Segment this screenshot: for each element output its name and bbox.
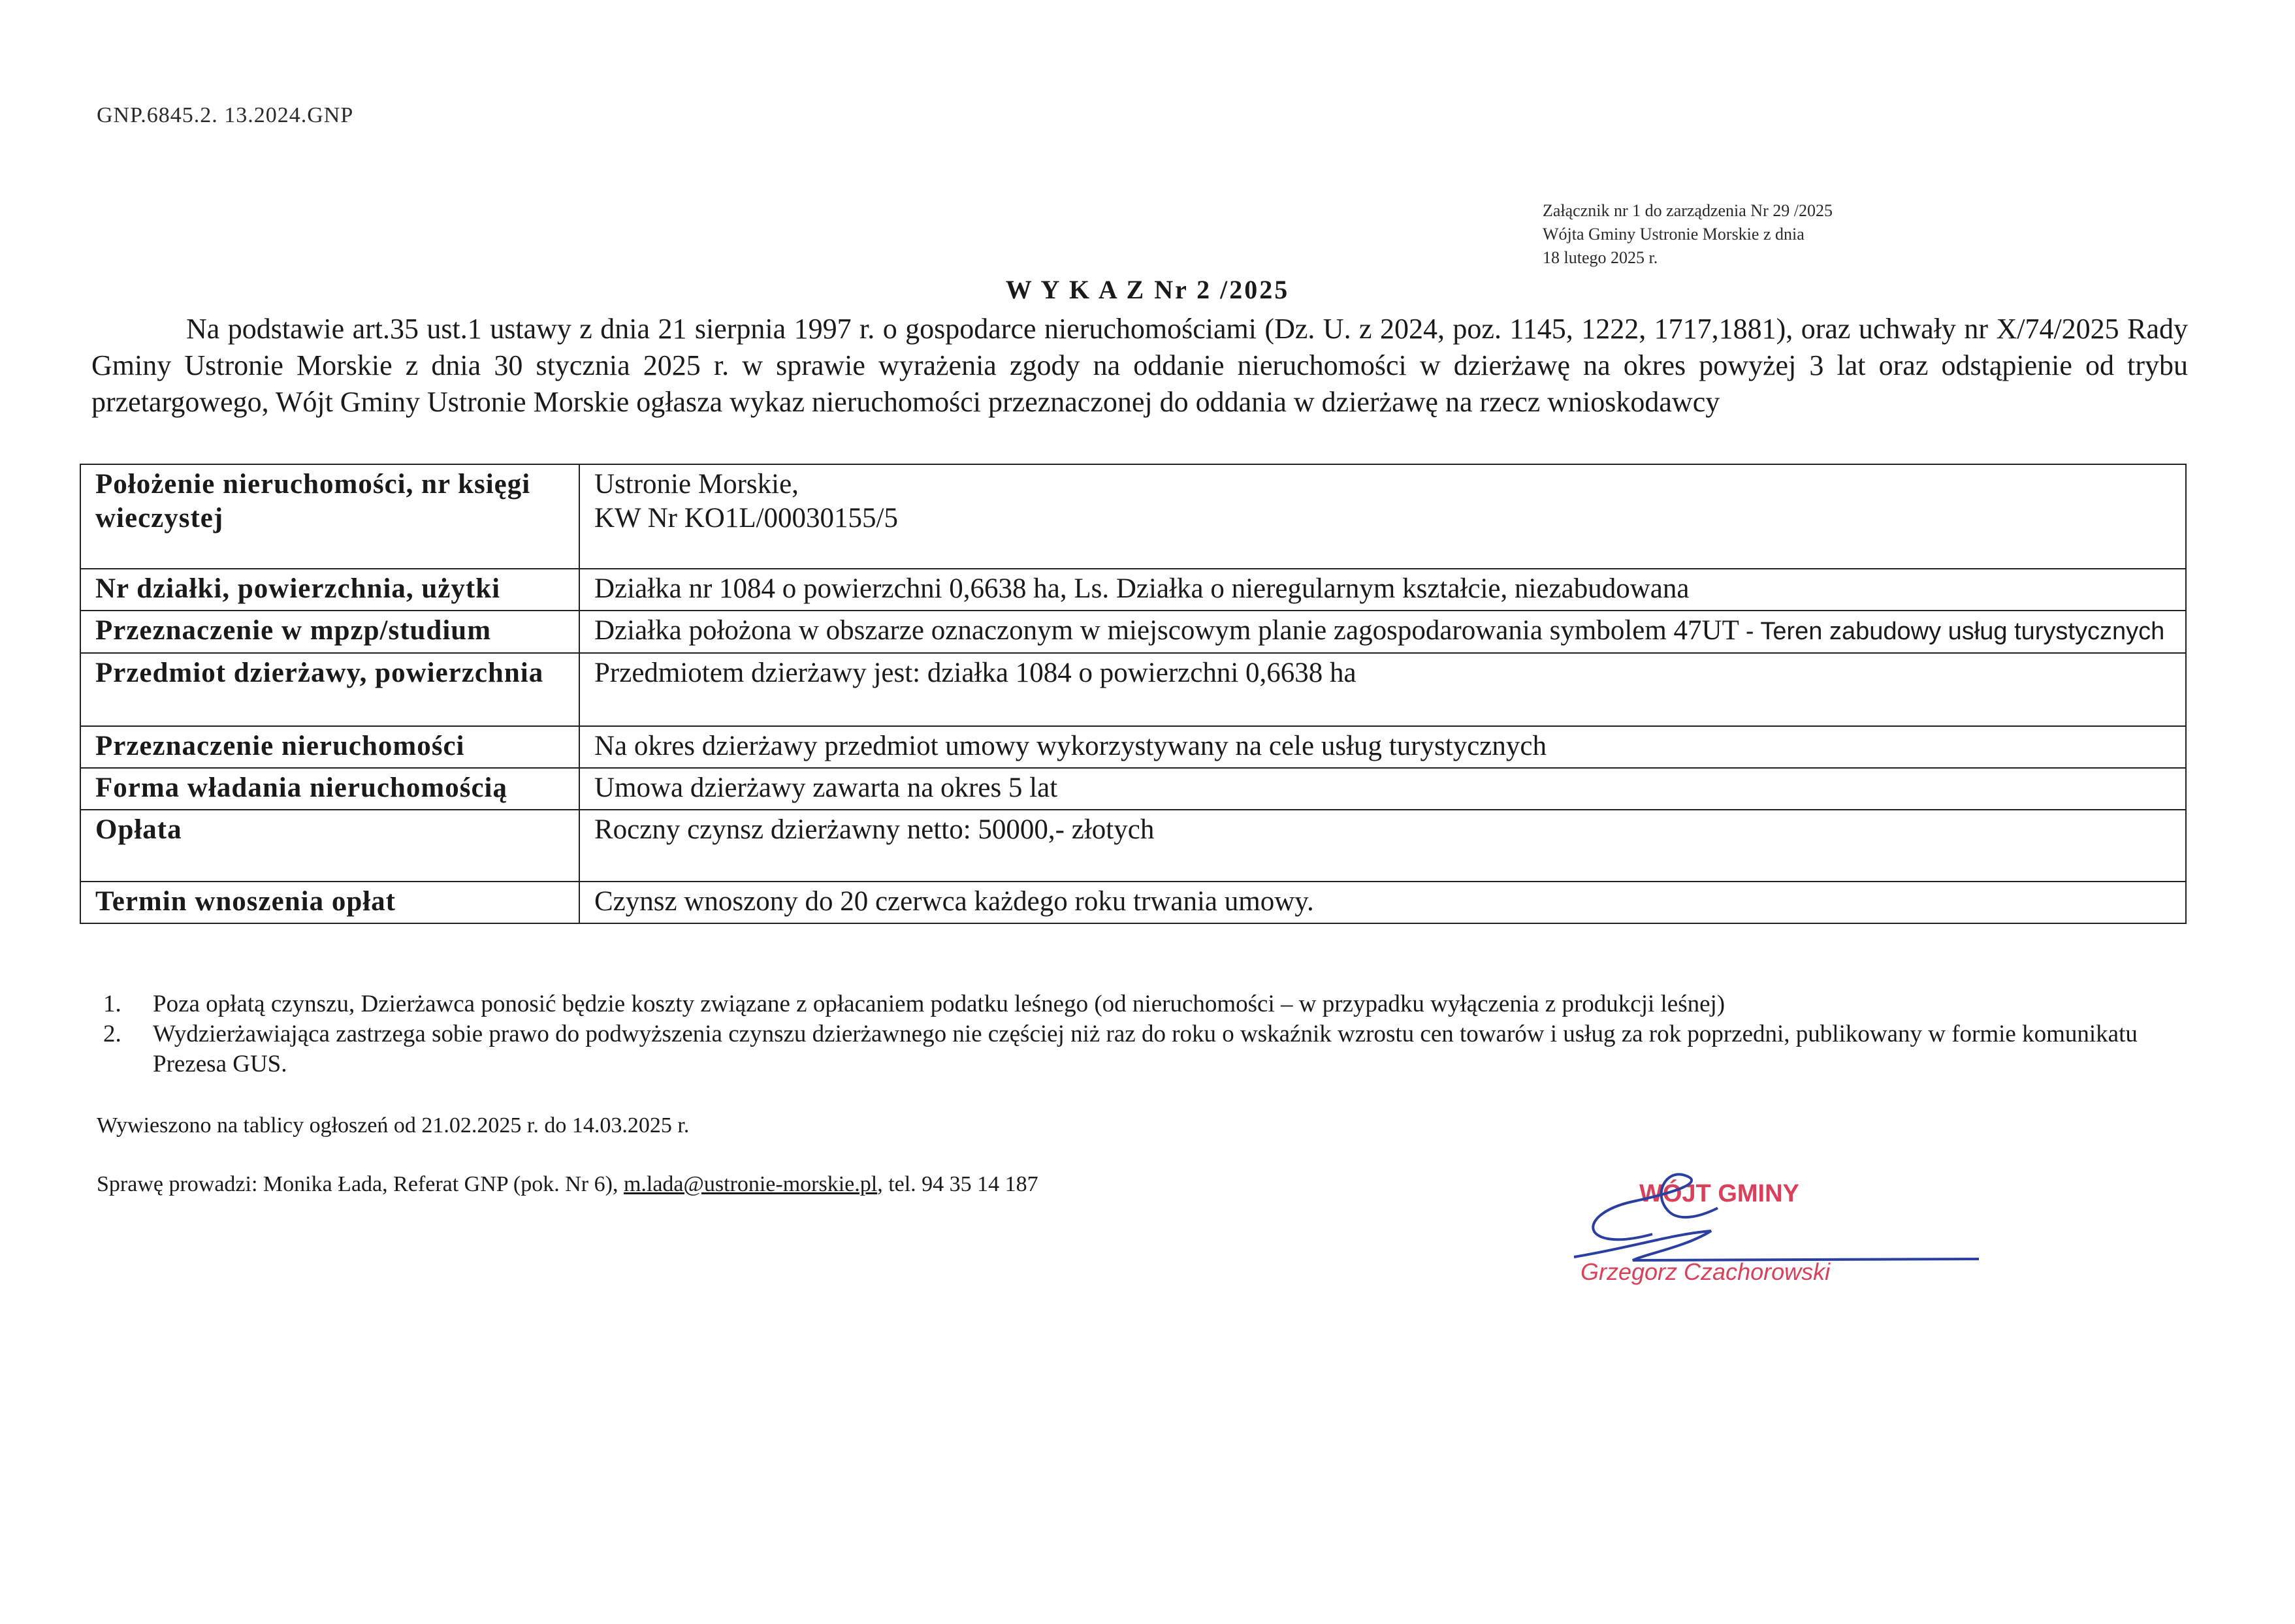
row-value: Czynsz wnoszony do 20 czerwca każdego roku trwania umowy.: [579, 882, 2186, 923]
signature-stroke: [1574, 1231, 1979, 1260]
contact-prefix: Sprawę prowadzi: Monika Łada, Referat GNP (pok. Nr 6),: [97, 1172, 624, 1196]
document-title: W Y K A Z Nr 2 /2025: [1005, 275, 1290, 304]
annex-line-2: Wójta Gminy Ustronie Morskie z dnia: [1543, 225, 1805, 244]
annex-note: [1543, 199, 1833, 270]
stamp-office: WÓJT GMINY: [1639, 1180, 1799, 1207]
contact-suffix: , tel. 94 35 14 187: [877, 1172, 1038, 1196]
row-label: Opłata: [80, 810, 579, 882]
table-row: [80, 464, 2186, 569]
zoning-text: Działka położona w obszarze oznaczonym w miejscowym planie zagospodarowania symbolem 47UT: [594, 615, 1746, 646]
signature-stamp: [1554, 1156, 1985, 1299]
row-label: Przeznaczenie w mpzp/studium: [80, 611, 579, 653]
list-item: [97, 989, 2200, 1019]
land-register-number: KW Nr KO1L/00030155/5: [594, 503, 899, 533]
row-label: Nr działki, powierzchnia, użytki: [80, 569, 579, 611]
zoning-description: - Teren zabudowy usług turystycznych: [1745, 618, 2165, 645]
table-row: [80, 653, 2186, 726]
stamp-name: Grzegorz Czachorowski: [1581, 1258, 1831, 1285]
row-label: Położenie nieruchomości, nr księgi wieczystej: [80, 464, 579, 569]
row-label: Forma władania nieruchomością: [80, 768, 579, 810]
annex-line-3: 18 lutego 2025 r.: [1543, 248, 1658, 267]
posting-period: Wywieszono na tablicy ogłoszeń od 21.02.2025 r. do 14.03.2025 r.: [97, 1113, 690, 1138]
table-row: [80, 768, 2186, 810]
location-line: Ustronie Morskie,: [594, 469, 799, 500]
note-number: 1.: [103, 991, 121, 1017]
intro-paragraph: Na podstawie art.35 ust.1 ustawy z dnia 21 sierpnia 1997 r. o gospodarce nieruchomościami (Dz. U. z 2024, poz. 1145, 1222, 1717,1881), oraz uchwały nr X/74/2025 Rady Gminy Ustronie Morskie z dnia 30 stycznia 2025 r. w sprawie wyrażenia zgody na oddanie nieruchomości w dzierżawę na okres powyżej 3 lat oraz odstąpienie od trybu przetargowego, Wójt Gminy Ustronie Morskie ogłasza wykaz nieruchomości przeznaczonej do oddania w dzierżawę na rzecz wnioskodawcy: [91, 313, 2188, 418]
table-row: [80, 882, 2186, 923]
email-link[interactable]: m.lada@ustronie-morskie.pl: [623, 1172, 878, 1196]
note-number: 2.: [103, 1021, 121, 1047]
contact-line: [97, 1172, 1038, 1197]
table-row: [80, 726, 2186, 768]
note-text: Wydzierżawiająca zastrzega sobie prawo do podwyższenia czynszu dzierżawnego nie częściej niż raz do roku o wskaźnik wzrostu cen towarów i usług za rok poprzedni, publikowany w formie komunikatu Prezesa GUS.: [153, 1021, 2138, 1077]
row-value: Przedmiotem dzierżawy jest: działka 1084 o powierzchni 0,6638 ha: [579, 653, 2186, 726]
row-value: Roczny czynsz dzierżawny netto: 50000,- złotych: [579, 810, 2186, 882]
row-value: [579, 611, 2186, 653]
property-table: [80, 464, 2187, 924]
row-value: [579, 464, 2186, 569]
list-item: [97, 1019, 2200, 1079]
row-value: Umowa dzierżawy zawarta na okres 5 lat: [579, 768, 2186, 810]
row-label: Przedmiot dzierżawy, powierzchnia: [80, 653, 579, 726]
table-row: [80, 611, 2186, 653]
note-text: Poza opłatą czynszu, Dzierżawca ponosić będzie koszty związane z opłacaniem podatku leśnego (od nieruchomości – w przypadku wyłączenia z produkcji leśnej): [153, 991, 1725, 1017]
row-label: Termin wnoszenia opłat: [80, 882, 579, 923]
table-row: [80, 810, 2186, 882]
notes-list: [97, 989, 2200, 1079]
row-value: Działka nr 1084 o powierzchni 0,6638 ha, Ls. Działka o nieregularnym kształcie, niezabudowana: [579, 569, 2186, 611]
document-reference: GNP.6845.2. 13.2024.GNP: [97, 103, 354, 127]
row-label: Przeznaczenie nieruchomości: [80, 726, 579, 768]
annex-line-1: Załącznik nr 1 do zarządzenia Nr 29 /2025: [1543, 201, 1833, 220]
table-row: [80, 569, 2186, 611]
row-value: Na okres dzierżawy przedmiot umowy wykorzystywany na cele usług turystycznych: [579, 726, 2186, 768]
